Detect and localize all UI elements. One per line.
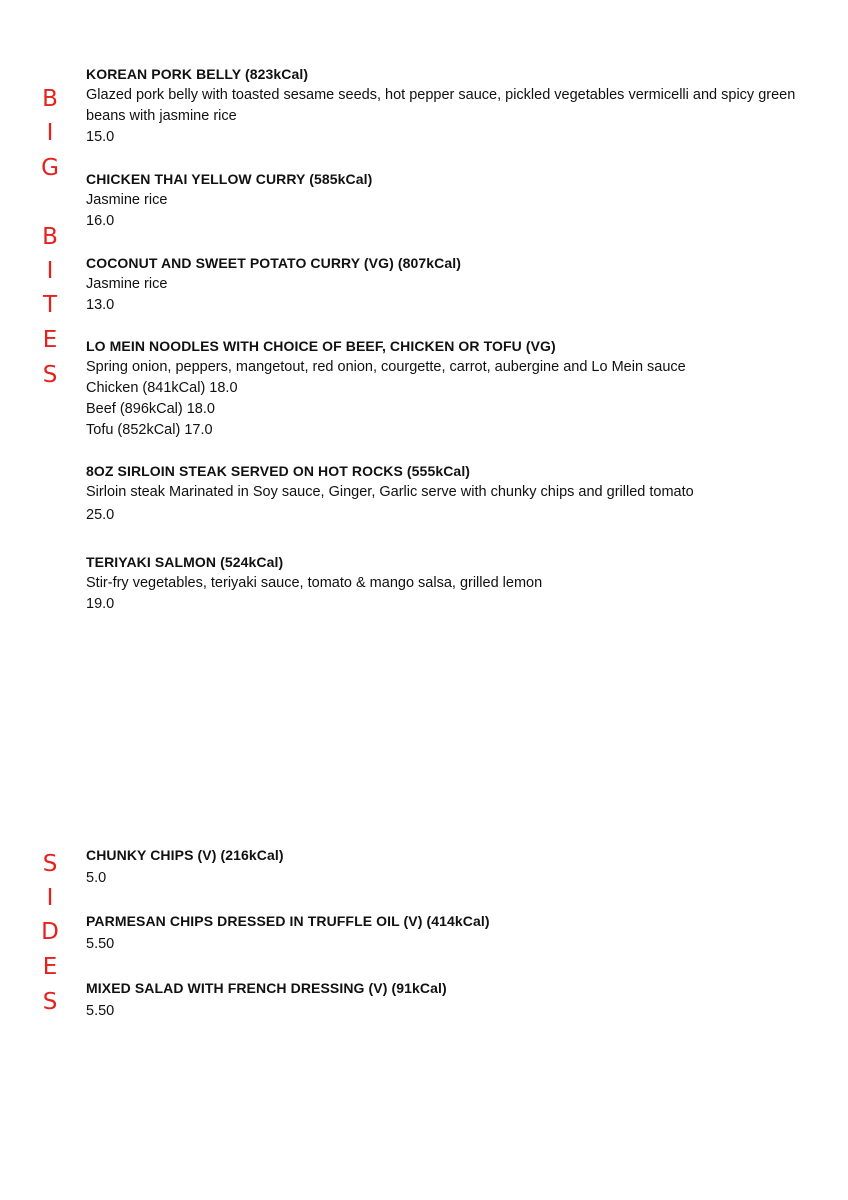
item-price: 13.0: [86, 297, 115, 313]
item-title: CHICKEN THAI YELLOW CURRY (585kCal): [86, 171, 373, 187]
item-price: 5.0: [86, 870, 107, 886]
item-price: 19.0: [86, 596, 115, 612]
menu-item: [86, 978, 816, 1022]
side-letter: T: [42, 292, 58, 318]
side-letter: I: [46, 885, 54, 911]
item-price: 5.50: [86, 1003, 115, 1019]
item-description: Stir-fry vegetables, teriyaki sauce, tomato & mango salsa, grilled lemon: [86, 575, 543, 591]
item-title: KOREAN PORK BELLY (823kCal): [86, 66, 309, 82]
item-title: COCONUT AND SWEET POTATO CURRY (VG) (807kCal): [86, 255, 462, 271]
side-letter: S: [42, 362, 58, 388]
menu-item: [86, 845, 816, 889]
item-option: Chicken (841kCal) 18.0: [86, 380, 238, 396]
item-price: 15.0: [86, 129, 115, 145]
menu-item: [86, 336, 816, 441]
side-letter: I: [46, 258, 54, 284]
side-letter: I: [46, 120, 54, 146]
item-description: Glazed pork belly with toasted sesame seeds, hot pepper sauce, pickled vegetables vermicelli and spicy green beans with jasmine rice: [86, 87, 796, 124]
side-letter: B: [42, 224, 58, 250]
item-title: PARMESAN CHIPS DRESSED IN TRUFFLE OIL (V) (414kCal): [86, 913, 490, 929]
side-letter: G: [41, 155, 59, 181]
side-letter: E: [42, 327, 58, 353]
menu-item: [86, 911, 816, 955]
side-letter: E: [42, 954, 58, 980]
menu-item: [86, 253, 816, 316]
item-option: Tofu (852kCal) 17.0: [86, 422, 213, 438]
item-price: 25.0: [86, 507, 115, 523]
item-title: LO MEIN NOODLES WITH CHOICE OF BEEF, CHICKEN OR TOFU (VG): [86, 338, 556, 354]
item-option: Beef (896kCal) 18.0: [86, 401, 215, 417]
item-price: 5.50: [86, 936, 115, 952]
item-title: CHUNKY CHIPS (V) (216kCal): [86, 847, 284, 863]
side-letter: D: [41, 919, 59, 945]
menu-item: [86, 169, 816, 232]
item-description: Jasmine rice: [86, 192, 168, 208]
item-title: MIXED SALAD WITH FRENCH DRESSING (V) (91kCal): [86, 980, 447, 996]
item-price: 16.0: [86, 213, 115, 229]
item-title: TERIYAKI SALMON (524kCal): [86, 554, 284, 570]
side-letter: B: [42, 86, 58, 112]
menu-item: [86, 64, 816, 148]
item-description: Spring onion, peppers, mangetout, red onion, courgette, carrot, aubergine and Lo Mein sauce: [86, 359, 686, 375]
item-description: Sirloin steak Marinated in Soy sauce, Ginger, Garlic serve with chunky chips and grilled tomato: [86, 484, 694, 500]
side-letter: S: [42, 989, 58, 1015]
menu-item: [86, 552, 816, 615]
side-letter: S: [42, 851, 58, 877]
menu-item: [86, 461, 816, 526]
item-title: 8OZ SIRLOIN STEAK SERVED ON HOT ROCKS (555kCal): [86, 463, 471, 479]
item-description: Jasmine rice: [86, 276, 168, 292]
